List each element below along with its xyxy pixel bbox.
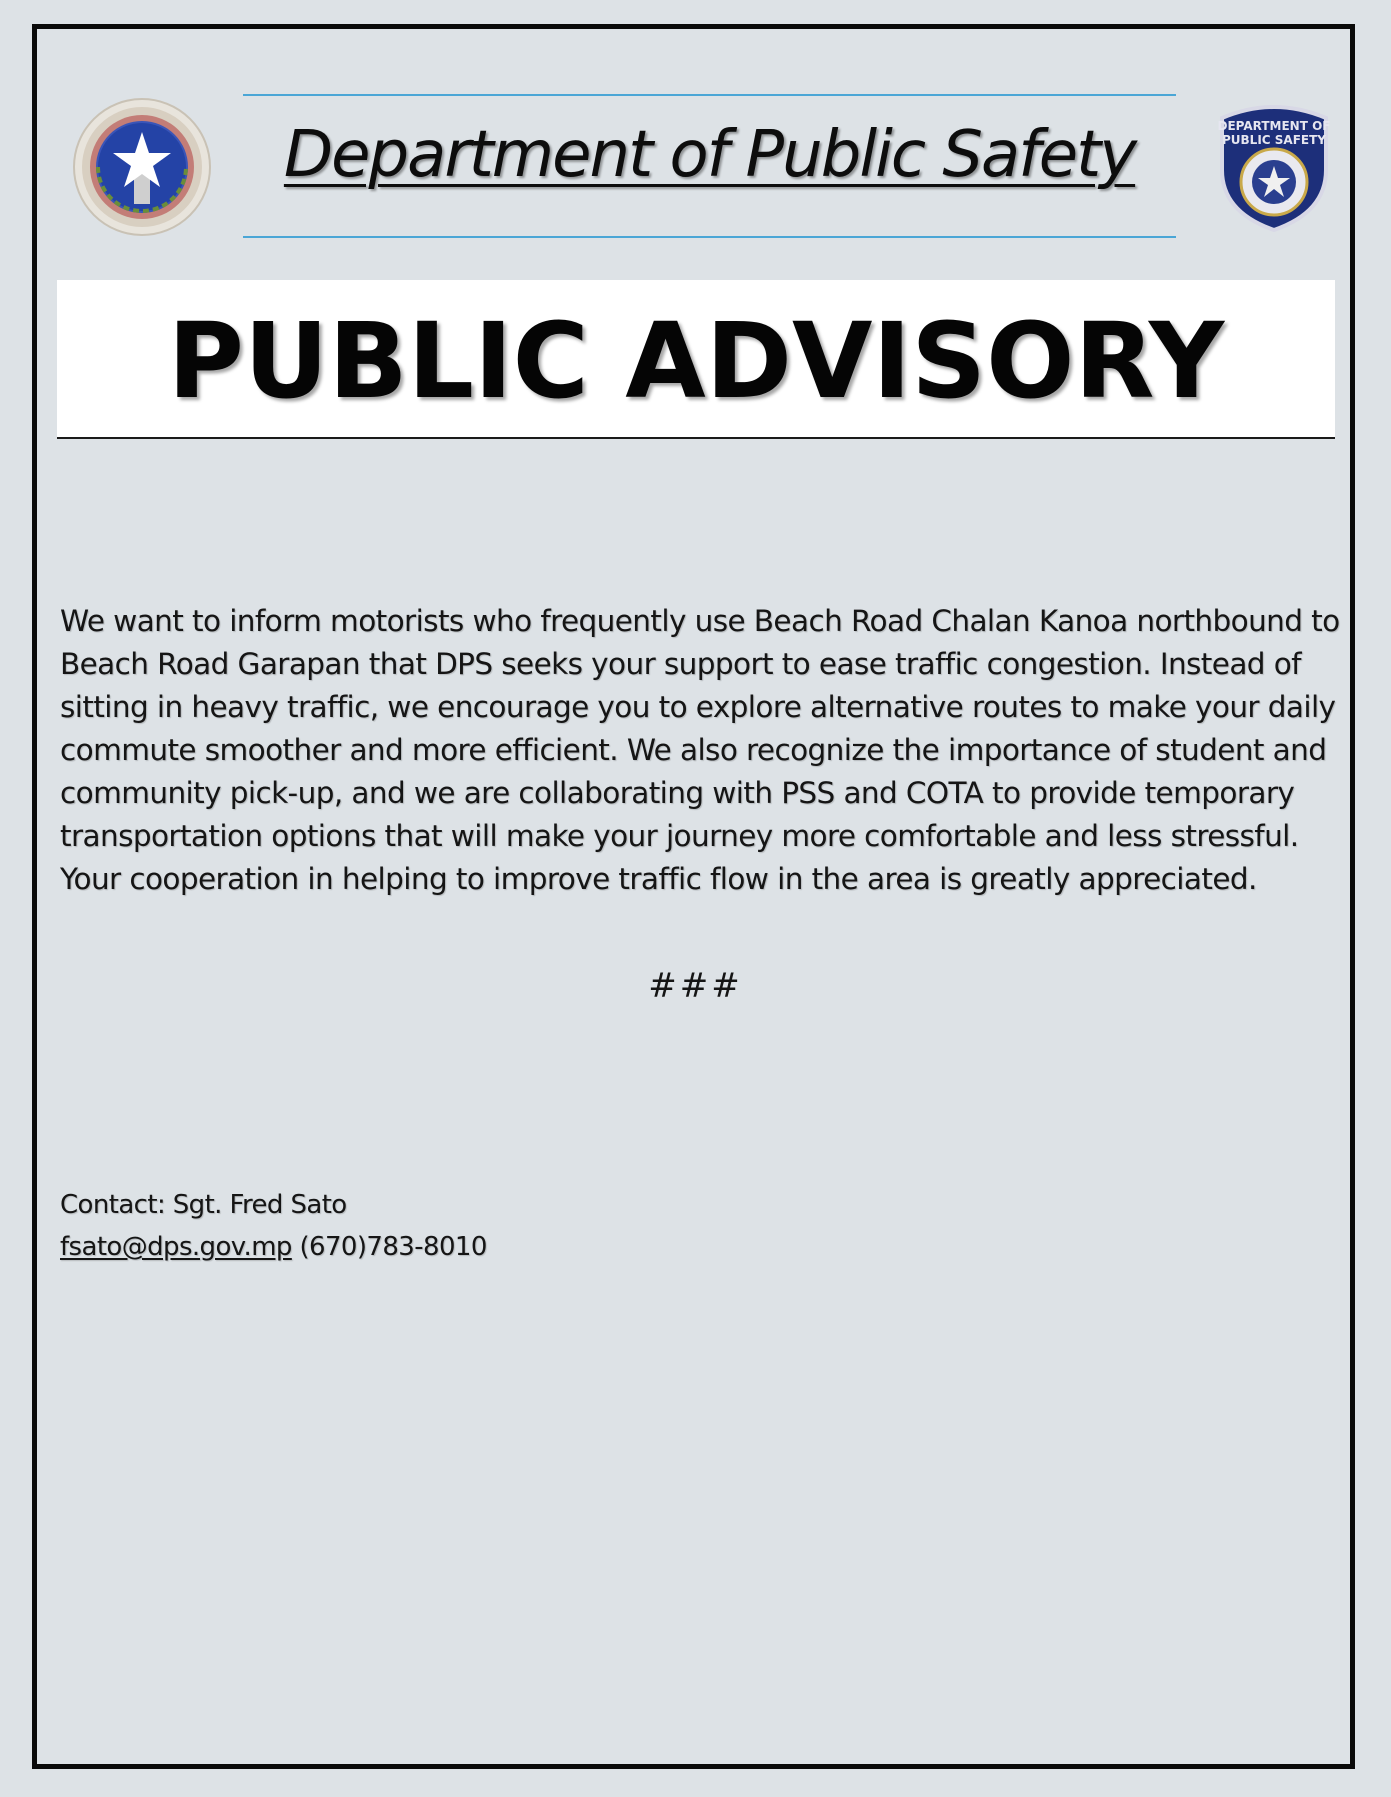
advisory-banner xyxy=(57,280,1335,439)
svg-text:DEPARTMENT OF: DEPARTMENT OF xyxy=(1217,119,1331,133)
header-bottom-rule xyxy=(243,236,1176,238)
advisory-title: PUBLIC ADVISORY xyxy=(167,300,1225,422)
cnmi-seal-icon xyxy=(72,92,212,242)
contact-details xyxy=(60,1226,487,1268)
dps-badge-icon xyxy=(1208,100,1340,234)
end-mark: ### xyxy=(648,966,743,1006)
department-title: Department of Public Safety xyxy=(283,118,1136,192)
contact-phone: (670)783-8010 xyxy=(299,1232,487,1262)
header-top-rule xyxy=(243,94,1176,96)
contact-name: Contact: Sgt. Fred Sato xyxy=(60,1190,347,1220)
contact-block xyxy=(60,1184,487,1268)
advisory-body: We want to inform motorists who frequently use Beach Road Chalan Kanoa northbound to Beach Road Garapan that DPS seeks your support to ease traffic congestion. Instead of sitting in heavy traffic, we encourage you to explore alternative routes to make your daily commute smoother and more efficient. We also recognize the importance of student and community pick-up, and we are collaborating with PSS and COTA to provide temporary transportation options that will make your journey more comfortable and less stressful. Your cooperation in helping to improve traffic flow in the area is greatly appreciated. xyxy=(60,604,1340,896)
svg-text:PUBLIC SAFETY: PUBLIC SAFETY xyxy=(1222,133,1326,147)
contact-email-link[interactable]: fsato@dps.gov.mp xyxy=(60,1232,292,1262)
